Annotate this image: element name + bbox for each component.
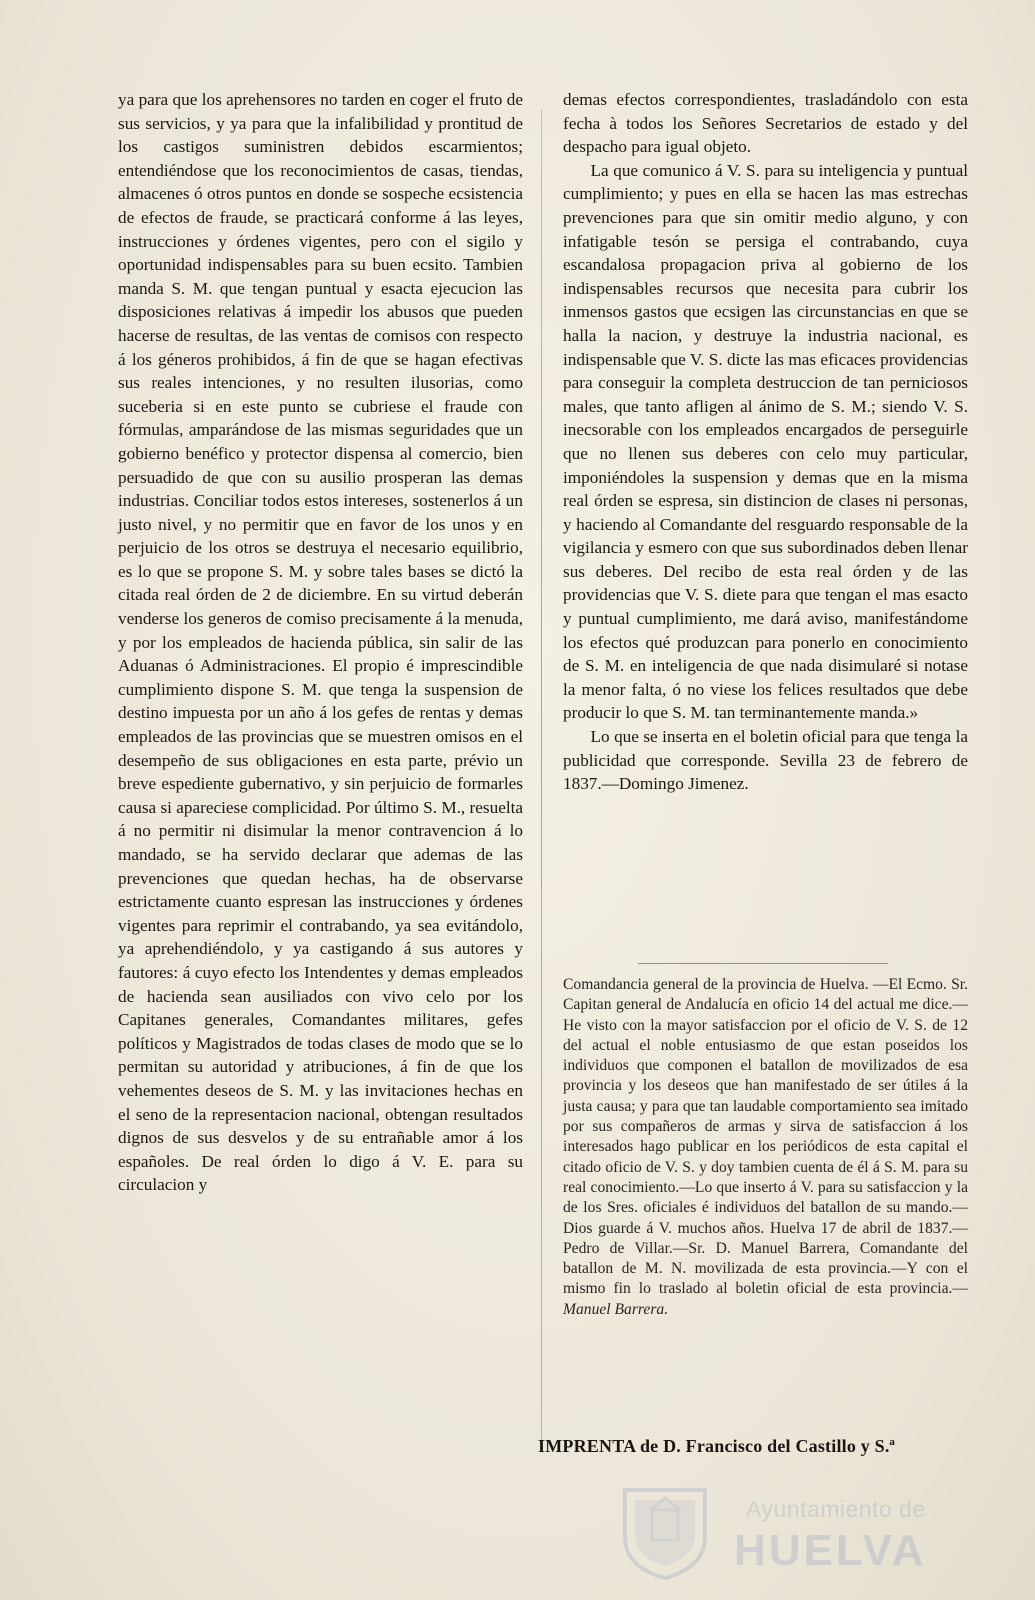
crest-icon xyxy=(610,1482,720,1582)
right-column-paragraph-1: demas efectos correspondientes, trasladándolo con esta fecha à todos los Señores Secretarios de estado y del despacho para igual objeto. xyxy=(563,90,968,157)
watermark-logo xyxy=(610,1482,940,1582)
watermark-line-2: HUELVA xyxy=(734,1526,927,1575)
right-column-paragraph-3: Lo que se inserta en el boletin oficial para que tenga la publicidad que corresponde. Sevilla 23 de febrero de 1837.—Domingo Jimenez. xyxy=(563,727,968,794)
right-column-paragraph-2: La que comunico á V. S. para su inteligencia y puntual cumplimiento; y pues en ella se hacen las mas estrechas prevenciones para que sin omitir medio alguno, y con infatigable tesón se persiga el contrabando, cuya escandalosa propagacion priva al gobierno de los indispensables recursos que necesita para cubrir los inmensos gastos que ecsigen las circunstancias en que se halla la nacion, y destruye la industria nacional, es indispensable que V. S. dicte las mas eficaces providencias para conseguir la completa destruccion de tan perniciosos males, que tanto afligen al ánimo de S. M.; siendo V. S. inecsorable con los empleados encargados de perseguirle que no llenen sus deberes con celo muy particular, imponiéndoles la suspension y demas que en la misma real órden se espresa, sin distincion de clases ni personas, y haciendo al Comandante del resguardo responsable de la vigilancia y esmero con que sus subordinados deben llenar sus deberes. Del recibo de esta real órden y de las providencias que V. S. diete para que tengan el mas esacto y puntual cumplimiento, me dará aviso, manifestándome los efectos qué produzcan para ponerlo en conocimiento de S. M. en inteligencia de que nada disimularé si notase la menor falta, ó no viese los felices resultados que debe producir lo que S. M. tan terminantemente manda.» xyxy=(563,160,968,723)
right-column xyxy=(563,88,968,796)
huelva-notice xyxy=(563,975,968,1320)
notice-text: Comandancia general de la provincia de Huelva. —El Ecmo. Sr. Capitan general de Andalucía en oficio 14 del actual me dice.—He visto con la mayor satisfaccion por el oficio de V. S. de 12 del actual el noble entusiasmo de que estan poseidos los individuos que componen el batallon de movilizados de esa provincia y los deseos que han manifestado de ser útiles á la justa causa; y para que tan laudable comportamiento sea imitado por sus compañeros de armas y sirva de satisfaccion á los interesados hago publicar en los periódicos de esta capital el citado oficio de V. S. y doy tambien cuenta de él á S. M. para su real conocimiento.—Lo que inserto á V. para su satisfaccion y la de los Sres. oficiales é individuos del batallon de su mando.—Dios guarde á V. muchos años. Huelva 17 de abril de 1837.—Pedro de Villar.—Sr. D. Manuel Barrera, Comandante del batallon de M. N. movilizada de esta provincia.—Y con el mismo fin lo traslado al boletin oficial de esta provincia.— xyxy=(563,976,968,1298)
column-divider xyxy=(541,110,542,1440)
left-column xyxy=(118,88,523,1197)
printer-imprint: IMPRENTA de D. Francisco del Castillo y S.ª xyxy=(538,1436,896,1456)
left-column-paragraph: ya para que los aprehensores no tarden en coger el fruto de sus servicios, y ya para que la infalibilidad y prontitud de los castigos suministren debidos escarmientos; entendiéndose que los reconocimientos de casas, tiendas, almacenes ó otros puntos en donde se sospeche ecsistencia de efectos de fraude, se practicará conforme á las leyes, instrucciones y órdenes vigentes, pero con el sigilo y oportunidad indispensables para su buen ecsito. Tambien manda S. M. que tengan puntual y esacta ejecucion las disposiciones relativas á impedir los abusos que pueden hacerse de resultas, de las ventas de comisos con respecto á los géneros prohibidos, á fin de que se hagan efectivas sus reales intenciones, y no resulten ilusorias, como suceberia si en este punto se cubriese el fraude con fórmulas, amparándose de las mismas seguridades que un gobierno benéfico y protector dispensa al comercio, bien persuadido de que con su ausilio prosperan las demas industrias. Conciliar todos estos intereses, sostenerlos á un justo nivel, y no permitir que en favor de los unos y en perjuicio de los otros se destruya el necesario equilibrio, es lo que se propone S. M. y sobre tales bases se dictó la citada real órden de 2 de diciembre. En su virtud deberán venderse los generos de comiso precisamente á la menuda, y por los empleados de hacienda pública, sin salir de las Aduanas ó Administraciones. El propio é imprescindible cumplimiento dispone S. M. que tenga la suspension de destino impuesta por un año á los gefes de rentas y demas empleados de las provincias que se muestren omisos en el desempeño de sus obligaciones en esta parte, prévio un breve espediente gubernativo, y sin perjuicio de formarles causa si apareciese complicidad. Por último S. M., resuelta á no permitir ni disimular la menor contravencion á lo mandado, se ha servido declarar que ademas de las prevenciones que quedan hechas, ha de observarse estrictamente cuanto espresan las instrucciones y órdenes vigentes para reprimir el contrabando, ya sea evitándolo, ya aprehendiéndolo, y ya castigando á sus autores y fautores: á cuyo efecto los Intendentes y demas empleados de hacienda sean ausiliados con vivo celo por los Capitanes generales, Comandantes militares, gefes políticos y Magistrados de todas clases de modo que se lo permitan su autoridad y atribuciones, á fin de que los vehementes deseos de S. M. y las invitaciones hechas en el seno de la representacion nacional, obtengan resultados dignos de sus desvelos y de su entrañable amor á los españoles. De real órden lo digo á V. E. para su circulacion y xyxy=(118,90,523,1195)
notice-signature: Manuel Barrera. xyxy=(563,1300,669,1318)
section-divider xyxy=(638,963,888,964)
watermark-line-1: Ayuntamiento de xyxy=(746,1496,926,1522)
